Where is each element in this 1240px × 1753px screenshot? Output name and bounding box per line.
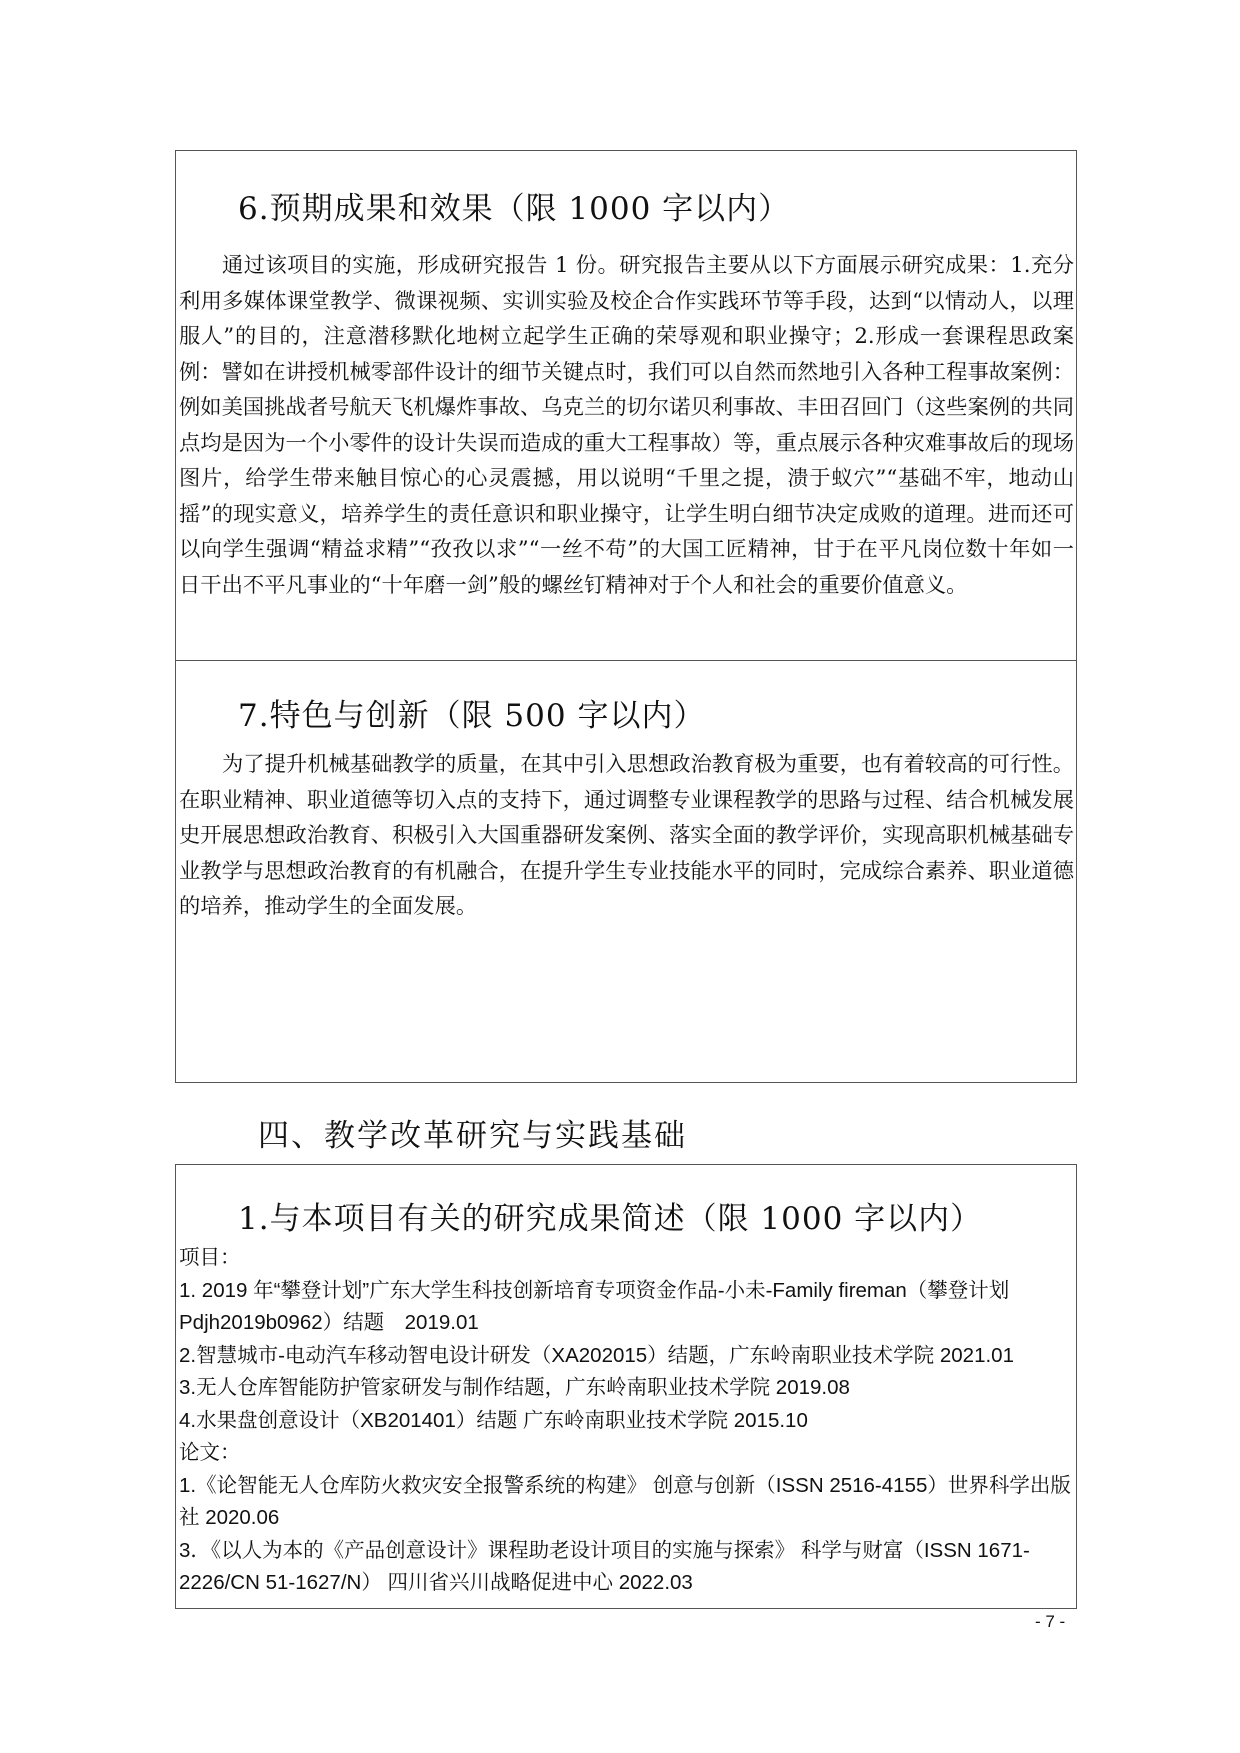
part-4-box (175, 1164, 1077, 1609)
section-7-heading: 7.特色与创新（限 500 字以内） (238, 698, 706, 734)
section-6-box (175, 150, 1077, 661)
projects-label: 项目： (179, 1246, 241, 1269)
section-6-heading: 6.预期成果和效果（限 1000 字以内） (238, 191, 791, 227)
paper-item: 3．《以人为本的《产品创意设计》课程助老设计项目的实施与探索》 科学与财富（ISSN 1671-2226/CN 51-1627/N） 四川省兴川战略促进中心 2022.03 (179, 1538, 1030, 1594)
project-item: 3.无人仓库智能防护管家研发与制作结题，广东岭南职业技术学院 2019.08 (179, 1376, 850, 1399)
papers-label: 论文： (179, 1441, 241, 1464)
part-4-heading: 四、教学改革研究与实践基础 (258, 1118, 687, 1154)
section-6-body: 通过该项目的实施，形成研究报告 1 份。研究报告主要从以下方面展示研究成果：1.充分利用多媒体课堂教学、微课视频、实训实验及校企合作实践环节等手段，达到“以情动人，以理服人”的目的，注意潜移默化地树立起学生正确的荣辱观和职业操守；2.形成一套课程思政案例：譬如在讲授机械零部件设计的细节关键点时，我们可以自然而然地引入各种工程事故案例：例如美国挑战者号航天飞机爆炸事故、乌克兰的切尔诺贝利事故、丰田召回门（这些案例的共同点均是因为一个小零件的设计失误而造成的重大工程事故）等，重点展示各种灾难事故后的现场图片，给学生带来触目惊心的心灵震撼，用以说明“千里之提，溃于蚁穴”“基础不牢，地动山摇”的现实意义，培养学生的责任意识和职业操守，让学生明白细节决定成败的道理。进而还可以向学生强调“精益求精”“孜孜以求”“一丝不苟”的大国工匠精神，甘于在平凡岗位数十年如一日干出不平凡事业的“十年磨一剑”般的螺丝钉精神对于个人和社会的重要价值意义。 (179, 253, 1074, 598)
paper-item: 1.《论智能无人仓库防火救灾安全报警系统的构建》 创意与创新（ISSN 2516-4155）世界科学出版社 2020.06 (179, 1473, 1071, 1529)
section-7-body: 为了提升机械基础教学的质量，在其中引入思想政治教育极为重要，也有着较高的可行性。在职业精神、职业道德等切入点的支持下，通过调整专业课程教学的思路与过程、结合机械发展史开展思想政治教育、积极引入大国重器研发案例、落实全面的教学评价，实现高职机械基础专业教学与思想政治教育的有机融合，在提升学生专业技能水平的同时，完成综合素养、职业道德的培养，推动学生的全面发展。 (179, 752, 1074, 919)
page-number: - 7 - (1035, 1612, 1066, 1631)
part-4-sub-heading: 1.与本项目有关的研究成果简述（限 1000 字以内） (238, 1201, 983, 1237)
project-item: 4.水果盘创意设计（XB201401）结题 广东岭南职业技术学院 2015.10 (179, 1408, 808, 1432)
project-item: 1. 2019 年“攀登计划”广东大学生科技创新培育专项资金作品-小未-Family fireman（攀登计划Pdjh2019b0962）结题 2019.01 (179, 1278, 1010, 1334)
project-item: 2.智慧城市-电动汽车移动智电设计研发（XA202015）结题，广东岭南职业技术学院 2021.01 (179, 1343, 1014, 1367)
section-7-box (175, 660, 1077, 1083)
